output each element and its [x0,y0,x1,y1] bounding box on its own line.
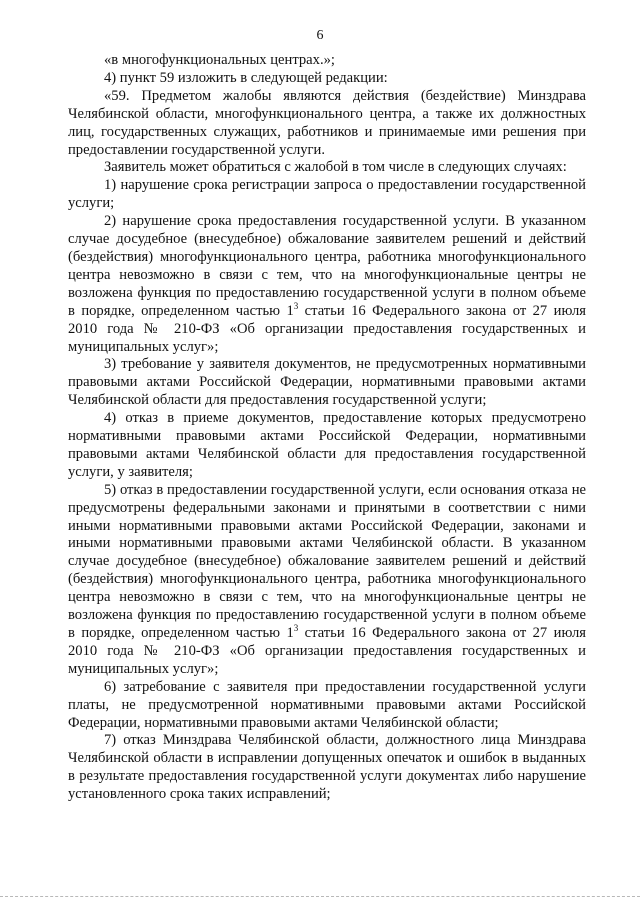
paragraph-quote-end: «в многофункциональных центрах.»; [104,52,335,68]
paragraph-case-2-tail: статьи 16 Федерального закона от 27 июля 2010 года № 210-ФЗ «Об организации предоставления государственных и муниципальных услуг»; [68,302,586,355]
paragraph-case-5-text: 5) отказ в предоставлении государственной услуги, если основания отказа не предусмотрены федеральными законами и принятыми в соответствии с ними иными нормативными правовыми актами Российской Федерации, законами и иными нормативными правовыми актами Челябинской области. В указанном случае досудебное (внесудебное) обжалование заявителем решений и действий (бездействия) многофункционального центра, работника многофункционального центра невозможно в связи с тем, что на многофункциональные центры не возложена функция по предоставлению государственной услуги в полном объеме в порядке, определенном частью 1 [68,481,586,641]
paragraph-case-1: 1) нарушение срока регистрации запроса о предоставлении государственной услуги; [68,177,586,212]
paragraph-case-4: 4) отказ в приеме документов, предоставление которых предусмотрено нормативными правовыми актами Российской Федерации, нормативными правовыми актами Челябинской области для предоставления государственной услуги, у заявителя; [68,410,586,480]
document-body [68,52,586,804]
paragraph-case-5-tail: статьи 16 Федерального закона от 27 июля 2010 года № 210-ФЗ «Об организации предоставления государственных и муниципальных услуг»; [68,625,586,677]
paragraph-case-2-text: 2) нарушение срока предоставления государственной услуги. В указанном случае досудебное (внесудебное) обжалование заявителем решений и действий (бездействия) многофункционального центра, работника многофункционального центра невозможно в связи с тем, что на многофункциональные центры не возложена функция по предоставлению государственной услуги в полном объеме в порядке, определенном частью 1 [68,213,586,319]
scan-edge-line [0,896,640,897]
paragraph-cases-intro: Заявитель может обратиться с жалобой в том числе в следующих случаях: [104,159,567,176]
paragraph-case-2 [68,213,586,356]
paragraph-case-5 [68,482,586,679]
superscript-3: 3 [293,300,299,311]
paragraph-case-6: 6) затребование с заявителя при предоставлении государственной услуги платы, не предусмотренной нормативными правовыми актами Российской Федерации, нормативными правовыми актами Челябинской области; [68,678,586,731]
superscript-3: 3 [293,623,299,633]
paragraph-case-3: 3) требование у заявителя документов, не предусмотренных нормативными правовыми актами Российской Федерации, нормативными правовыми актами Челябинской области для предоставления государственной услуги; [68,356,586,409]
page-number: 6 [316,28,324,43]
paragraph-item-4: 4) пункт 59 изложить в следующей редакции: [104,69,388,86]
paragraph-clause-59: «59. Предметом жалобы являются действия (бездействие) Минздрава Челябинской области, многофункционального центра, а также их должностных лиц, государственных служащих, работников и принимаемые ими решения при предоставлении государственной услуги. [68,87,586,158]
paragraph-case-7: 7) отказ Минздрава Челябинской области, должностного лица Минздрава Челябинской области в исправлении допущенных опечаток и ошибок в выданных в результате предоставления государственной услуги документах либо нарушение установленного срока таких исправлений; [68,732,586,803]
